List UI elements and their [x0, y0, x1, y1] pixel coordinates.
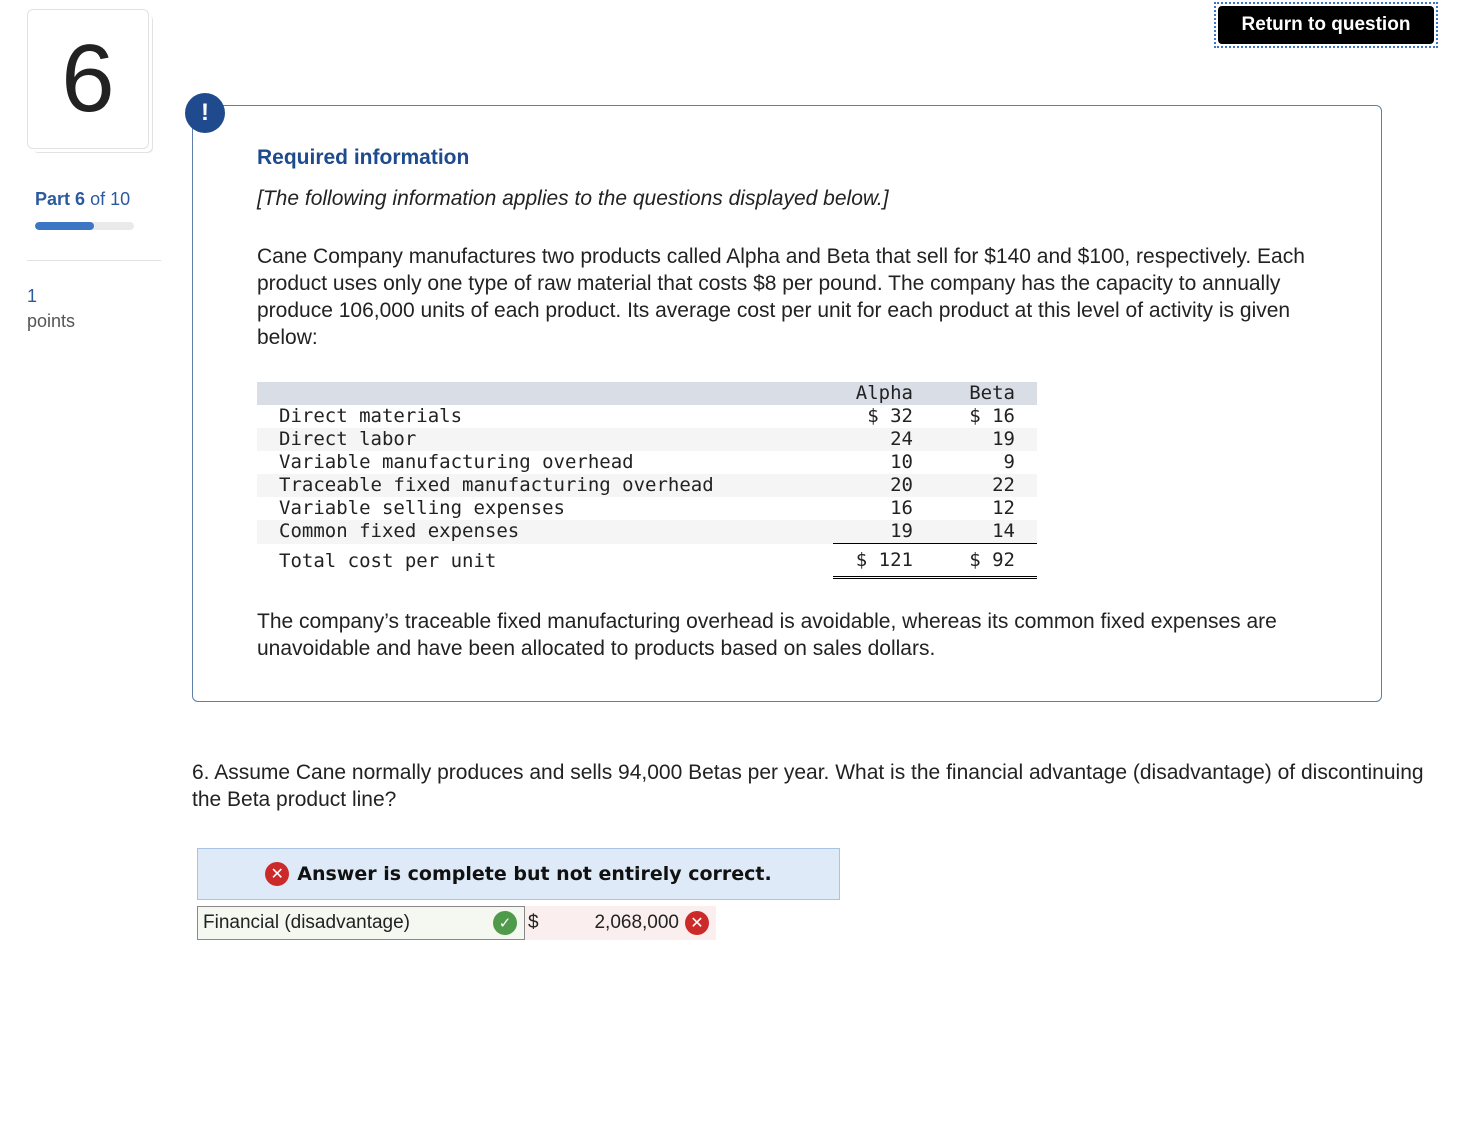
row-beta-value: 9: [1003, 451, 1015, 473]
return-button-focus-ring: [1214, 2, 1438, 48]
table-row: [257, 428, 1037, 451]
table-header-label: [257, 382, 833, 405]
required-information-panel: [192, 105, 1382, 702]
row-alpha-value: 16: [890, 497, 913, 519]
part-of: of 10: [90, 189, 131, 209]
table-header-row: [257, 382, 1037, 405]
incorrect-icon: ✕: [265, 862, 289, 886]
part-progress-bar: [35, 222, 134, 230]
part-progress-fill: [35, 222, 94, 230]
alert-icon: !: [185, 93, 225, 133]
answer-value: 2,068,000: [594, 912, 679, 933]
answer-status-banner: [197, 848, 840, 900]
row-label: Direct materials: [279, 405, 463, 427]
row-label: Common fixed expenses: [279, 520, 520, 543]
table-header-beta: Beta: [969, 382, 1015, 404]
question-number: 6: [61, 25, 115, 132]
table-header-alpha: Alpha: [855, 382, 913, 404]
row-label: Traceable fixed manufacturing overhead: [279, 474, 714, 496]
row-beta-value: 14: [937, 520, 1037, 544]
row-beta-value: 22: [992, 474, 1015, 496]
cost-per-unit-table: [257, 382, 1037, 579]
table-row: [257, 405, 1037, 428]
answer-value-cell[interactable]: [524, 906, 716, 940]
table-row: [257, 497, 1037, 520]
total-beta-value: $ 92: [937, 544, 1037, 578]
row-beta-value: $ 16: [969, 405, 1015, 427]
row-alpha-value: $ 32: [867, 405, 913, 427]
row-alpha-value: 10: [890, 451, 913, 473]
problem-outro-text: The company’s traceable fixed manufacturing overhead is avoidable, whereas its common fixed expenses are unavoidable and have been allocated to products based on sales dollars.: [257, 610, 1277, 660]
correct-check-icon: ✓: [493, 911, 517, 935]
row-label: Direct labor: [279, 428, 417, 450]
rail-divider: [27, 260, 161, 261]
points-label: points: [27, 311, 76, 331]
row-label: Variable manufacturing overhead: [279, 451, 634, 473]
total-alpha-value: $ 121: [833, 544, 913, 578]
row-alpha-value: 19: [833, 520, 913, 544]
problem-intro-text: Cane Company manufactures two products called Alpha and Beta that sell for $140 and $100, respectively. Each product uses only one type of raw material that costs $8 per pound. The company has the capacity to annually produce 106,000 units of each product. Its average cost per unit for each product at this level of activity is given below:: [257, 245, 1305, 349]
total-label: Total cost per unit: [257, 544, 833, 578]
row-label: Variable selling expenses: [279, 497, 565, 519]
incorrect-icon: ✕: [685, 911, 709, 935]
answer-status-text: Answer is complete but not entirely correct.: [297, 863, 772, 885]
question-number-card: [27, 9, 149, 149]
required-information-title: Required information: [257, 146, 470, 169]
answer-row: [197, 906, 716, 940]
row-beta-value: 12: [992, 497, 1015, 519]
return-to-question-button[interactable]: Return to question: [1218, 6, 1434, 44]
row-beta-value: 19: [992, 428, 1015, 450]
part-current: 6: [75, 189, 86, 209]
row-alpha-value: 20: [890, 474, 913, 496]
points-value: 1: [27, 286, 38, 306]
part-indicator: [35, 189, 130, 210]
answer-row-label: Financial (disadvantage): [203, 912, 411, 933]
required-information-note: [The following information applies to the questions displayed below.]: [257, 187, 889, 210]
question-text: 6. Assume Cane normally produces and sells 94,000 Betas per year. What is the financial advantage (disadvantage) of discontinuing the Beta product line?: [192, 761, 1424, 811]
part-prefix: Part: [35, 189, 71, 209]
table-total-row: [257, 544, 1037, 578]
table-row: [257, 451, 1037, 474]
table-row: [257, 520, 1037, 544]
row-alpha-value: 24: [890, 428, 913, 450]
table-row: [257, 474, 1037, 497]
currency-symbol: $: [528, 912, 539, 933]
